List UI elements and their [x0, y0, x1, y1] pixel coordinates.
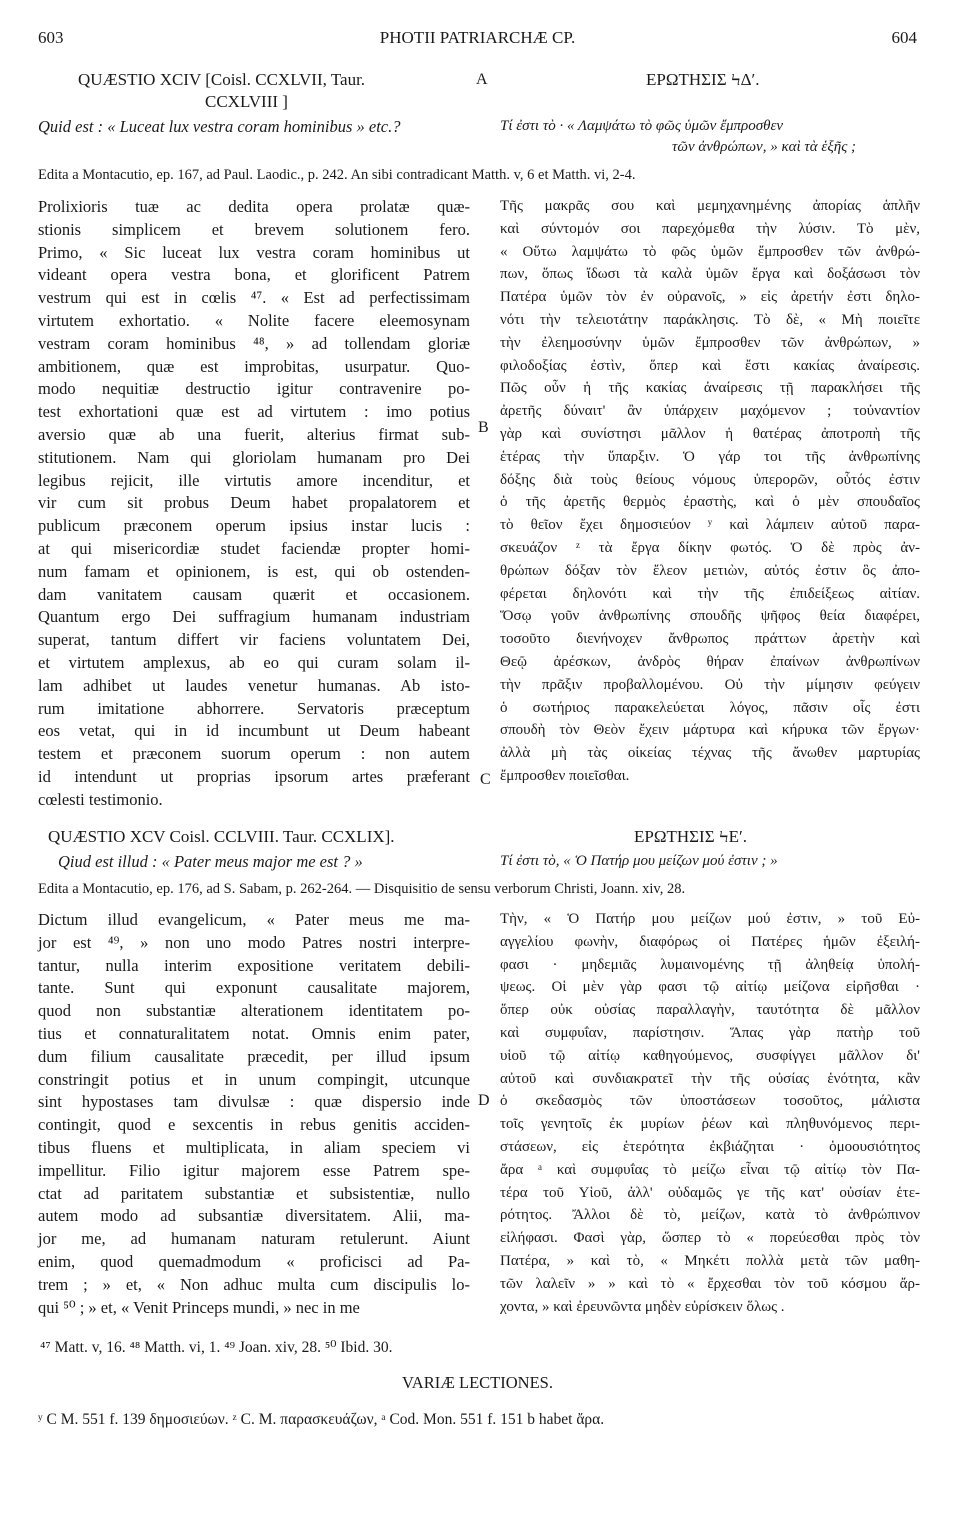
greek-text-line: καὶ σύντομόν σοι παρεχόμεθα τὴν λύσιν. Τὸ μὲν, [500, 220, 920, 237]
latin-text-line: lam adhibet ut laudes venetur humanas. Ab isto- [38, 675, 470, 695]
greek-text-line: σκευάζον ᶻ τὰ ἔργα δίκην φωτός. Ὁ δὲ πρὸς ἀν- [500, 540, 920, 556]
greek-text-line: ρότητος. Ἄλλοι δὲ τὸ, μείζων, κατὰ τὸ ἀνθρώπινον [500, 1207, 920, 1224]
greek-text-line: τὴν πρᾶξιν προβαλλομένου. Οὐ τὴν μίμησιν φεύγειν [500, 676, 920, 693]
greek-text-line: φέρεται δηλονότι καὶ τὴν τῆς ἐπιδείξεως αἰτίαν. [500, 585, 920, 602]
latin-text-line: tius et connaturalitatem notat. Omnis enim pater, [38, 1024, 470, 1043]
latin-text-line: quod non substantiæ alterationem identitatem po- [38, 1001, 470, 1021]
greek-text-line: τοῖς γενητοῖς ἐκ μυρίων ῥέων καὶ πληθυνόμενος περι- [500, 1116, 920, 1133]
greek-text-line: φασι · μηδεμιᾶς λυμαινομένης τῇ ἀληθείᾳ ὑπολή- [500, 956, 920, 973]
latin-text-line: dum filium causalitate præcedit, per illud ipsum [38, 1046, 470, 1066]
latin-text-line: Dictum illud evangelicum, « Pater meus me ma- [38, 910, 470, 929]
latin-text-line: sint hypostases tam divulsæ : quæ dispersio inde [38, 1092, 470, 1112]
greek-text-line: γὰρ καὶ συνίστησι μᾶλλον ἡ θατέρας ἀποτροπὴ τῆς [500, 426, 920, 442]
latin-text-line: legibus rejicit, ille virtutis amore incenditur, et [38, 470, 470, 490]
latin-text-line: constringit potius et in unum compingit, utcunque [38, 1069, 470, 1089]
latin-text-line: vir cum sit probus Deum habet propalatorem et [38, 493, 470, 513]
page-number-right: 604 [891, 28, 917, 47]
greek-text-line: τῶν λαλεῖν » » καὶ τὸ « ἔρχεσθαι τὸν τοῦ κόσμου ἄρ- [500, 1275, 920, 1292]
latin-text-line: modo nequitiæ destructio igitur contravenire po- [38, 379, 470, 399]
q95-greek-question: Τί ἐστι τὸ, « Ὁ Πατήρ μου μείζων μού ἐστιν ; » [500, 853, 778, 869]
latin-text-line: tantur, nulla interim expositione veritatem debili- [38, 955, 470, 975]
margin-letter-d: D [478, 1092, 490, 1109]
greek-text-line: καὶ συμφυΐαν, παρίστησιν. Ἅπας γὰρ πατὴρ τοῦ [500, 1025, 920, 1041]
latin-text-line: trem ; » et, « Non adhuc multa cum discipulis lo- [38, 1274, 470, 1294]
greek-text-line: δόξης διὰ τοὺς θείους νόμους ὑπερορῶν, οὗτός ἐστιν [500, 471, 920, 488]
greek-text-line: ἔμπροσθεν ποιεῖσθαι. [500, 768, 630, 784]
greek-text-line: υἱοῦ τῷ αἰτίῳ καθηγούμενος, συσφίγγει μᾶλλον δι' [500, 1047, 920, 1064]
q94-greek-title: ΕΡΩΤΗΣΙΣ ϞΔʹ. [646, 70, 760, 89]
latin-text-line: aversio quæ ab una fuerit, alterius firmat sub- [38, 425, 470, 444]
latin-text-line: vestram coram hominibus ⁴⁸, » ad tollendam gloriæ [38, 333, 470, 353]
latin-text-line: Primo, « Sic luceat lux vestra coram hominibus ut [38, 242, 470, 262]
latin-text-line: dam vanitatem causam quærit et occasionem. [38, 584, 470, 604]
greek-text-line: τέρα τοῦ Υἱοῦ, ἀλλ' οὐδαμῶς γε τῆς κατ' οὐσίαν ἑτε- [500, 1184, 920, 1201]
greek-text-line: χοντα, » καὶ ἐρευνῶντα μηδὲν εὑρίσκειν ὅλως . [500, 1298, 785, 1315]
q94-latin-title-cont: CCXLVIII ] [205, 92, 288, 111]
latin-text-line: superat, tantum differt vir faciens voluntatem Dei, [38, 630, 470, 650]
q94-edition-note: Edita a Montacutio, ep. 167, ad Paul. Laodic., p. 242. An sibi contradicant Matth. v, 6 et Matth. vi, 2-4. [38, 167, 636, 183]
greek-text-line: Τὴν, « Ὁ Πατήρ μου μείζων μού ἐστιν, » τοῦ Εὐ- [500, 911, 920, 927]
greek-text-line: πων, ὅπως ἴδωσι τὰ καλὰ ὑμῶν ἔργα καὶ δοξάσωσι τὸν [500, 266, 920, 283]
latin-text-line: impellitur. Filio igitur majorem esse Patrem spe- [38, 1160, 470, 1180]
latin-text-line: virtutem exhortatio. « Nolite facere eleemosynam [38, 311, 470, 330]
latin-text-line: rum imitatione abhorrere. Servatoris præceptum [38, 698, 470, 718]
greek-text-line: ὅπερ οὐκ οὐσίας παραλλαγὴν, ταυτότητα δὲ μᾶλλον [500, 1002, 920, 1019]
greek-text-line: τὸ θεῖον ἔχει δημοσιεύον ʸ καὶ λάμπειν αὐτοῦ παρα- [500, 517, 920, 534]
latin-text-line: contingit, quod e sexcentis in rebus genitis acciden- [38, 1115, 470, 1135]
latin-text-line: testem et præconem suorum operum : non autem [38, 744, 470, 764]
latin-text-line: enim, quod quemadmodum « proficisci ad Pa- [38, 1252, 470, 1271]
page-number-left: 603 [38, 28, 64, 47]
latin-text-line: eos vetat, qui in id incumbunt ut Deum habeant [38, 721, 470, 741]
latin-text-line: jor est ⁴⁹, » non uno modo Patres nostri interpre- [38, 932, 470, 952]
greek-text-line: ὁ τῆς ἀρετῆς θερμὸς ἐραστὴς, καὶ ὁ μὲν σπουδαῖος [500, 494, 920, 511]
latin-text-line: at qui misericordiæ studet faciendæ propter homi- [38, 539, 470, 558]
latin-text-line: ctat ad paritatem substantiæ et subsistentiæ, nullo [38, 1183, 470, 1203]
running-title: PHOTII PATRIARCHÆ CP. [379, 28, 576, 47]
latin-text-line: vestrum qui est in cœlis ⁴⁷. « Est ad perfectissimam [38, 288, 470, 308]
latin-text-line: ambitionem, quæ est improbitas, usurpatur. Quo- [38, 356, 470, 376]
latin-text-line: stionis simplicem et brevem solutionem fero. [38, 219, 470, 239]
latin-text-line: tante. Sunt qui exponunt causalitate majorem, [38, 978, 470, 998]
greek-text-line: αγγελίου φωνὴν, διαφόρως οἱ Πατέρες ἡμῶν ἐξειλή- [500, 933, 920, 950]
q94-greek-question-cont: τῶν ἀνθρώπων, » καὶ τὰ ἑξῆς ; [672, 139, 857, 155]
margin-letter-b: B [478, 419, 489, 436]
greek-text-line: αὐτοῦ καὶ συνδιακρατεῖ τὴν τῆς οὐσίας ἑνότητα, κἂν [500, 1070, 920, 1087]
variae-lectiones-title: VARIÆ LECTIONES. [402, 1373, 553, 1392]
greek-text-line: στάσεων, εἰς ἑτερότητα ἐκβιάζηται · ὁμοουσιότητος [500, 1139, 920, 1155]
q95-edition-note: Edita a Montacutio, ep. 176, ad S. Sabam, p. 262-264. — Disquisitio de sensu verborum Christi, Joann. xiv, 28. [38, 881, 686, 897]
latin-text-line: jor me, ad humanam naturam retulerunt. Aiunt [38, 1229, 470, 1249]
latin-text-line: cœlesti testimonio. [38, 789, 163, 809]
greek-text-line: Τῆς μακρᾶς σου καὶ μεμηχανημένης ἀπορίας ἁπλῆν [500, 198, 920, 214]
greek-text-line: σπουδὴ τὸν Θεὸν ἔχειν μάρτυρα καὶ κήρυκα τῶν ἔργων· [500, 722, 920, 739]
latin-text-line: test exhortationi quæ est ad virtutem : imo potius [38, 402, 470, 422]
greek-text-line: ἀλλὰ μὴ τὰς οἰκείας τέχνας τῆς ἄνωθεν μαρτυρίας [500, 745, 920, 762]
greek-text-line: φιλοδοξίας ἐστὶν, ὅπερ καὶ ἔστι κακίας ἀναίρεσις. [500, 357, 920, 374]
greek-text-line: Θεῷ ἀρέσκων, ἀνδρὸς θήραν ἐπαίνων ἀνθρωπίνων [500, 654, 920, 670]
greek-text-line: ἑτέρας τὴν ὕπαρξιν. Ὁ γάρ τοι τῆς ἀνθρωπίνης [500, 448, 920, 465]
latin-text-line: videant opera vestra bona, et glorificent Patrem [38, 265, 470, 285]
margin-letter-a: A [476, 71, 488, 88]
footnotes: ⁴⁷ Matt. v, 16. ⁴⁸ Matth. vi, 1. ⁴⁹ Joan. xiv, 28. ⁵⁰ Ibid. 30. [40, 1339, 393, 1356]
q94-latin-question: Quid est : « Luceat lux vestra coram hominibus » etc.? [38, 117, 401, 136]
greek-text-line: ὁ σκεδασμὸς τῶν ὑποστάσεων τοσοῦτος, μάλιστα [500, 1093, 920, 1110]
latin-text-line: tibus fluens et multiplicata, in aliam speciem vi [38, 1138, 470, 1157]
greek-text-line: « Οὕτω λαμψάτω τὸ φῶς ὑμῶν ἔμπροσθεν τῶν ἀνθρώ- [500, 243, 920, 260]
margin-letter-c: C [480, 771, 491, 788]
q94-greek-question: Τί ἐστι τὸ · « Λαμψάτω τὸ φῶς ὑμῶν ἔμπροσθεν [500, 118, 784, 134]
greek-text-line: τὴν ἐλεημοσύνην ὑμῶν ἔμπροσθεν τῶν ἀνθρώπων, » [500, 334, 920, 351]
greek-text-line: ἀρετῆς δύναιτ' ἂν ὑπάρχειν μαχόμενον ; τοὐναντίον [500, 403, 920, 420]
latin-text-line: Quantum ergo Dei suffragium humanam industriam [38, 607, 470, 627]
latin-text-line: stitutionem. Nam qui gloriolam humanam pro Dei [38, 447, 470, 467]
greek-text-line: τοσοῦτο διενήνοχεν ἄνθρωπος πράττων ἀρετὴν καὶ [500, 631, 920, 648]
greek-text-line: Πατέρα ὑμῶν τὸν ἐν οὐρανοῖς, » εἰς ἀρετήν ἐστι δηλο- [500, 289, 920, 306]
q94-latin-title: QUÆSTIO XCIV [Coisl. CCXLVII, Taur. [78, 70, 366, 89]
latin-text-line: publicum præconem operum ipsius instar lucis : [38, 516, 470, 536]
variae-lectiones-text: ʸ C M. 551 f. 139 δημοσιεύων. ᶻ C. M. παρασκευάζων, ᵃ Cod. Mon. 551 f. 151 b habet ἄρα. [38, 1411, 605, 1428]
latin-text-line: num famam et opinionem, is est, qui ob ostenden- [38, 561, 470, 581]
latin-text-line: autem modo ad subsantiæ diversitatem. Alii, ma- [38, 1206, 470, 1226]
latin-text-line: qui ⁵⁰ ; » et, « Venit Princeps mundi, » nec in me [38, 1297, 360, 1317]
latin-text-line: id intendunt ut proprias ipsorum artes præferant [38, 767, 470, 786]
greek-text-line: θρώπων δόξαν τὸν ἔλεον μετιὼν, αὐτός ἐστιν ὃς ἀπο- [500, 562, 920, 579]
greek-text-line: ἄρα ᵃ καὶ συμφυΐας τὸ μείζω εἶναι τῷ αἰτίῳ τὸν Πα- [500, 1161, 920, 1178]
latin-text-line: et virtutem amplexus, ab eo qui curam solam il- [38, 653, 470, 672]
q95-latin-question: Qiud est illud : « Pater meus major me est ? » [58, 852, 363, 871]
q95-latin-title: QUÆSTIO XCV Coisl. CCLVIII. Taur. CCXLIX]. [48, 827, 395, 846]
greek-text-line: νότι τὴν τελειοτάτην παράκλησις. Τὸ δὲ, « Μὴ ποιεῖτε [500, 312, 920, 328]
greek-text-line: ψεως. Οἱ μὲν γὰρ φασι τῷ αἰτίῳ μείζονα εἰρῆσθαι · [500, 979, 920, 996]
greek-text-line: εἰλήφασι. Φασὶ γὰρ, ὥσπερ τὸ « πορεύεσθαι πρὸς τὸν [500, 1230, 920, 1247]
latin-text-line: Prolixioris tuæ ac dedita opera prolatæ quæ- [38, 197, 470, 216]
greek-text-line: Ὅσῳ γοῦν ἀνθρωπίνης σπουδῆς ψῆφος θεία διαφέρει, [500, 608, 920, 625]
greek-text-line: ὁ σωτήριος παρακελεύεται λόγος, πᾶσιν οἷς ἐστι [500, 699, 920, 716]
greek-text-line: Πατέρα, » καὶ τὸ, « Μηκέτι πολλὰ μετὰ τῶν μαθη- [500, 1253, 920, 1269]
q95-greek-title: ΕΡΩΤΗΣΙΣ ϞΕʹ. [634, 827, 747, 846]
greek-text-line: Πῶς οὖν ἡ τῆς κακίας ἀναίρεσις τῇ παρακλήσει τῆς [500, 380, 920, 397]
